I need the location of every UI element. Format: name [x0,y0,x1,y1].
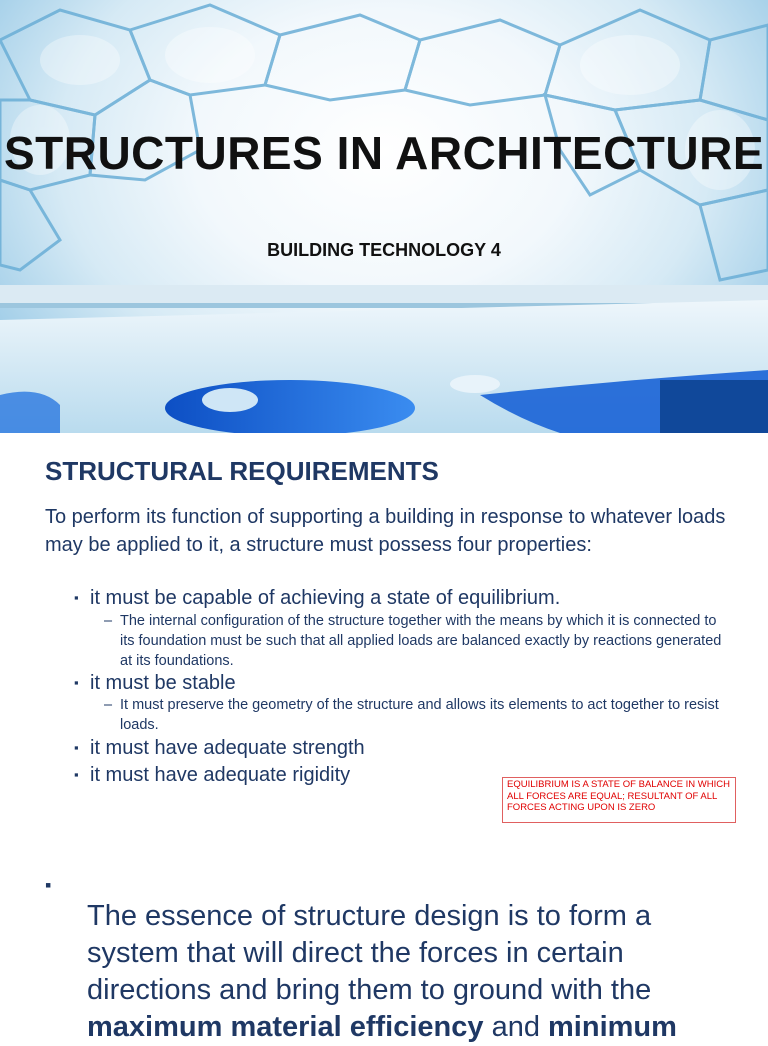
bullet-text: it must be stable [90,672,236,694]
structure-background-image [0,0,768,433]
sub-bullet-item [104,695,734,735]
slide-title: STRUCTURES IN ARCHITECTURE [3,127,765,179]
bold-phrase: minimum [548,1011,677,1043]
square-bullet-icon: ▪ [74,740,79,755]
sub-bullet-text: It must preserve the geometry of the structure and allows its elements to act together to resist loads. [120,697,719,733]
essence-paragraph: The essence of structure design is to form a system that will direct the forces in certain directions and bring them to ground with the maximum material efficiency and minimum [87,900,677,1043]
sub-bullet-item [104,611,734,671]
bullet-item [74,736,365,760]
square-bullet-icon: ▪ [74,767,79,782]
square-bullet-icon: ▪ [45,875,52,895]
content-slide [0,433,768,853]
bold-phrase: maximum material efficiency [87,1011,484,1043]
square-bullet-icon: ▪ [74,590,79,605]
essence-slide [0,853,768,1043]
title-slide [0,0,768,433]
bullet-item [74,586,560,610]
sub-bullet-text: The internal configuration of the structure together with the means by which it is connected to its foundation must be such that all applied loads are balanced exactly by reactions generated at its foundations. [120,613,722,669]
square-bullet-icon: ▪ [74,675,79,690]
slide-subtitle: BUILDING TECHNOLOGY 4 [267,240,501,260]
equilibrium-callout: EQUILIBRIUM IS A STATE OF BALANCE IN WHICH ALL FORCES ARE EQUAL; RESULTANT OF ALL FORCES ACTING UPON IS ZERO [502,777,736,823]
bullet-item [74,763,350,787]
bullet-text: it must have adequate rigidity [90,764,351,786]
dash-bullet-icon: – [104,613,113,629]
bullet-text: it must have adequate strength [90,737,365,759]
bullet-text: it must be capable of achieving a state of equilibrium. [90,587,561,609]
slide-heading: STRUCTURAL REQUIREMENTS [45,456,439,486]
dash-bullet-icon: – [104,697,113,713]
intro-paragraph: To perform its function of supporting a building in response to whatever loads may be applied to it, a structure must possess four properties: [45,506,726,556]
bullet-item [74,671,236,695]
